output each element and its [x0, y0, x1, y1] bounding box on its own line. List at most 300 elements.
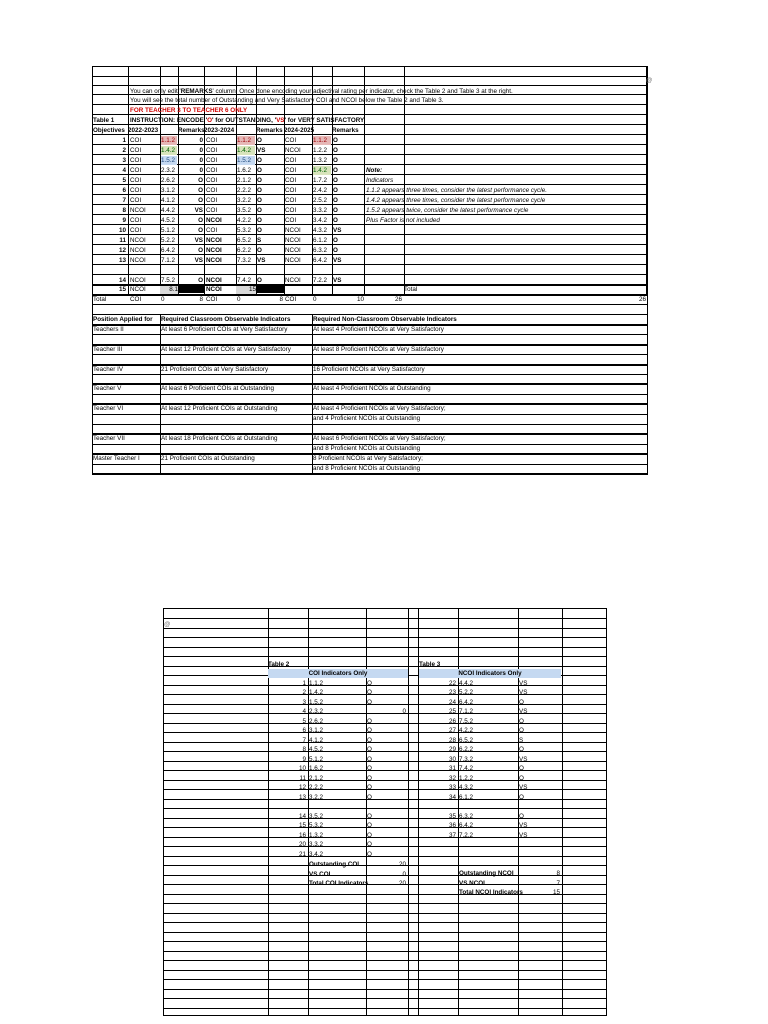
table1-cell: VS	[333, 257, 342, 264]
table2-indicator: 3.4.2	[309, 851, 324, 858]
table1-cell: 4.4.2	[161, 207, 176, 214]
gridline-h	[163, 998, 607, 999]
table2-rating: O	[367, 680, 372, 687]
table2-rating: O	[367, 756, 372, 763]
table1-cell: COI	[206, 207, 218, 214]
table3-index: 26	[448, 718, 456, 725]
table1-cell: VS	[194, 207, 203, 214]
table2-rating: O	[367, 832, 372, 839]
table1-cell: 9	[122, 217, 126, 224]
gridline-h	[92, 274, 648, 275]
table2-index: 1	[302, 680, 306, 687]
table1-cell: O	[257, 177, 262, 184]
note-1: 1.1.2 appears three times, consider the latest performance cycle.	[366, 187, 547, 194]
table3-indicator: 6.3.2	[459, 813, 474, 820]
total-cell: 8	[279, 296, 283, 303]
edit-notice-pre: You can only edit '	[130, 88, 181, 95]
table1-cell: O	[257, 187, 262, 194]
gridline-v	[646, 66, 647, 296]
table1-cell: NCOI	[206, 286, 222, 293]
table3-indicator: 6.5.2	[459, 737, 474, 744]
gridline-h	[163, 666, 607, 667]
table1-cell: 4.1.2	[161, 197, 176, 204]
table1-cell: NCOI	[285, 227, 301, 234]
table3-index: 25	[448, 708, 456, 715]
table1-cell: 3.1.2	[161, 187, 176, 194]
table2-indicator: 5.3.2	[309, 822, 324, 829]
instruction-pre: INSTRUCTION: ENCODE '	[130, 117, 208, 124]
table2-indicator: 3.2.2	[309, 794, 324, 801]
table2-extra	[380, 679, 406, 688]
table1-cell: COI	[285, 177, 297, 184]
table1-cell: 1.4.2	[237, 146, 255, 155]
table1-cell: 7.3.2	[237, 257, 252, 264]
table2-rating: O	[367, 784, 372, 791]
table1-cell: S	[257, 237, 262, 244]
table3-indicator: 6.4.2	[459, 699, 474, 706]
table1-cell: 2.2.2	[237, 187, 252, 194]
table1-cell: 4.3.2	[313, 227, 328, 234]
table2-header: COI Indicators Only	[268, 669, 408, 678]
table1-cell: COI	[130, 157, 142, 164]
table3-rating: O	[519, 813, 524, 820]
table2-extra	[380, 726, 406, 735]
table2-summary-label: Total COI Indicators	[309, 880, 369, 887]
table2-rating: O	[367, 794, 372, 801]
table2-indicator: 3.5.2	[309, 813, 324, 820]
table3-rating: O	[519, 794, 524, 801]
gridline-h	[163, 913, 607, 914]
table1-cell: COI	[130, 197, 142, 204]
table2-extra	[380, 812, 406, 821]
table1-cell: 0	[199, 147, 203, 154]
table1-cell: 0	[199, 167, 203, 174]
table2-index: 4	[302, 708, 306, 715]
table2-rating: O	[367, 689, 372, 696]
table1-cell: 6.4.2	[161, 247, 176, 254]
table1-cell: 3.4.2	[313, 217, 328, 224]
table1-cell: COI	[206, 187, 218, 194]
position-name: Teacher VI	[93, 405, 124, 412]
table2-summary-value: 0	[402, 870, 406, 878]
table3-index: 35	[448, 813, 456, 820]
table1-cell: O	[257, 217, 262, 224]
table1-cell: 3.3.2	[313, 207, 328, 214]
total-cell: COI	[285, 296, 297, 303]
table2-rating: O	[367, 822, 372, 829]
at-mark: @	[646, 77, 653, 84]
table2-index: 14	[298, 813, 306, 820]
table1-cell: NCOI	[130, 257, 146, 264]
gridline-h	[163, 941, 607, 942]
gridline-v	[562, 608, 563, 1016]
table2-summary-value: 20	[398, 880, 406, 887]
gridline-h	[163, 656, 607, 657]
table2-index: 9	[302, 756, 306, 763]
table1-cell: O	[198, 227, 203, 234]
gridline-h	[163, 932, 607, 933]
table2-indicator: 2.3.2	[309, 708, 324, 715]
table2-index: 12	[298, 784, 306, 791]
ncoi-requirement: At least 6 Proficient NCOIs at Very Satisfactory;	[313, 435, 446, 442]
total-cell: 0	[237, 296, 241, 303]
table1-cell: 8.1	[160, 285, 178, 294]
instruction-o: O	[207, 117, 212, 124]
table1-cell: COI	[206, 227, 218, 234]
table3-indicator: 7.3.2	[459, 756, 474, 763]
gridline-h	[92, 394, 648, 395]
table2-rating: O	[367, 765, 372, 772]
table2-extra	[380, 764, 406, 773]
table1-cell: O	[198, 217, 203, 224]
table3-rating: VS	[519, 689, 528, 696]
table1-cell: NCOI	[130, 277, 146, 284]
table1-cell: 15	[118, 286, 126, 293]
table1-cell: 14	[118, 277, 126, 284]
table2-extra	[380, 793, 406, 802]
gridline-h	[163, 637, 607, 638]
table1-cell: 3	[122, 157, 126, 164]
table3-summary-label: Total NCOI Indicators	[459, 889, 523, 896]
pos-border	[92, 324, 648, 326]
table1-cell: 1.5.2	[161, 157, 176, 164]
gridline-h	[92, 334, 648, 335]
table1-cell: 13	[118, 257, 126, 264]
pos-border	[92, 364, 648, 366]
table1-cell: O	[333, 217, 338, 224]
table1-cell: O	[257, 277, 262, 284]
table2-index: 20	[298, 841, 306, 848]
table1-cell: 6.1.2	[313, 237, 328, 244]
table2-index: 7	[302, 737, 306, 744]
table1-cell: 10	[118, 227, 126, 234]
table1-cell: 1.4.2	[313, 166, 331, 175]
table1-cell: O	[333, 207, 338, 214]
table2-indicator: 4.1.2	[309, 737, 324, 744]
table1-cell: NCOI	[206, 237, 222, 244]
instruction	[130, 116, 364, 125]
instruction-vs: VS	[276, 117, 285, 124]
gridline-h	[163, 970, 607, 971]
total-cell: 0	[161, 296, 165, 303]
table3-index: 29	[448, 746, 456, 753]
table2-summary-label: Outstanding COI	[309, 861, 360, 868]
table1-cell: 2.1.2	[237, 177, 252, 184]
table2-index: 8	[302, 746, 306, 753]
table1-cell: COI	[130, 217, 142, 224]
gridline-h	[92, 424, 648, 425]
table1-header-cell: Remarks	[178, 127, 205, 134]
table1-cell: 1.7.2	[313, 177, 328, 184]
ncoi-requirement: At least 4 Proficient NCOIs at Very Satisfactory	[313, 326, 444, 333]
table3-rating: VS	[519, 708, 528, 715]
total-label: Total	[404, 286, 418, 293]
table3-summary-value: 15	[552, 889, 560, 896]
table1-cell: 8	[122, 207, 126, 214]
table3-index: 33	[448, 784, 456, 791]
table3-rating: S	[519, 737, 524, 744]
table1-cell: COI	[130, 137, 142, 144]
table1-cell: VS	[257, 147, 266, 154]
table2-rating: O	[367, 746, 372, 753]
table1-cell: O	[333, 137, 338, 144]
table1-cell: 2	[122, 147, 126, 154]
table3-summary-label: Outstanding NCOI	[459, 870, 514, 877]
table2-index: 6	[302, 727, 306, 734]
table1-cell: COI	[285, 187, 297, 194]
coi-requirement: At least 18 Proficient COIs at Outstanding	[161, 435, 278, 442]
coi-requirement: 21 Proficient COIs at Outstanding	[161, 455, 255, 462]
table3-rating: VS	[519, 822, 528, 829]
table1-cell: COI	[206, 177, 218, 184]
table3-indicator: 5.2.2	[459, 689, 474, 696]
table3-indicator: 7.2.2	[459, 832, 474, 839]
table1-cell: 4.5.2	[161, 217, 176, 224]
table3-index: 37	[448, 832, 456, 839]
ncoi-requirement-2: and 4 Proficient NCOIs at Outstanding	[313, 415, 421, 422]
pos-border	[92, 433, 648, 435]
table2-extra	[380, 774, 406, 783]
pos-border	[92, 453, 648, 455]
position-name: Teacher III	[93, 346, 123, 353]
table3-rating: O	[519, 718, 524, 725]
table1-cell: O	[257, 197, 262, 204]
table2-rating: O	[367, 727, 372, 734]
table2-rating: O	[367, 813, 372, 820]
table3-rating: O	[519, 699, 524, 706]
table1-cell: 6.4.2	[313, 257, 328, 264]
table1-cell: VS	[333, 277, 342, 284]
instruction-mid: ' for OUTSTANDING, '	[211, 117, 277, 124]
table2-extra	[380, 850, 406, 859]
table3-index: 32	[448, 775, 456, 782]
instruction-post: ' for VERY SATISFACTORY	[284, 117, 365, 124]
pos-border	[92, 403, 648, 405]
table2-extra	[380, 783, 406, 792]
table2-index: 3	[302, 699, 306, 706]
ncoi-requirement: 8 Proficient NCOIs at Very Satisfactory;	[313, 455, 423, 462]
note-title: Note:	[366, 167, 383, 174]
table1-cell: NCOI	[206, 277, 222, 284]
table1-cell: O	[198, 197, 203, 204]
table2-indicator: 2.2.2	[309, 784, 324, 791]
gridline-h	[92, 304, 648, 305]
table1-cell: COI	[130, 177, 142, 184]
table1-cell: NCOI	[285, 277, 301, 284]
table2-indicator: 1.6.2	[309, 765, 324, 772]
table3-index: 34	[448, 794, 456, 801]
table1-cell: 6.3.2	[313, 247, 328, 254]
table3-index: 28	[448, 737, 456, 744]
table1-cell: O	[333, 167, 338, 174]
table2-indicator: 1.3.2	[309, 832, 324, 839]
table1-cell: 1.1.2	[237, 136, 255, 145]
table1-cell: 2.5.2	[313, 197, 328, 204]
position-name: Teacher VII	[93, 435, 125, 442]
gridline-h	[92, 474, 648, 475]
pos-header-position: Position Applied for	[93, 316, 153, 323]
gridline-h	[163, 960, 607, 961]
table1-cell: NCOI	[206, 247, 222, 254]
table1-cell: VS	[194, 257, 203, 264]
table3-rating: O	[519, 746, 524, 753]
ncoi-requirement-2: and 8 Proficient NCOIs at Outstanding	[313, 465, 421, 472]
pos-border	[92, 383, 648, 385]
table3-indicator: 1.2.2	[459, 775, 474, 782]
table1-header-cell: Remarks	[256, 127, 283, 134]
table3-indicator: 6.2.2	[459, 746, 474, 753]
filled-cell	[256, 285, 284, 293]
table2-extra	[380, 717, 406, 726]
table3-rating: O	[519, 775, 524, 782]
table1-cell: 5	[122, 177, 126, 184]
table1-cell: COI	[206, 147, 218, 154]
position-name: Teacher V	[93, 385, 122, 392]
table1-cell: COI	[206, 197, 218, 204]
total-border-top	[92, 284, 648, 286]
table1-cell: 0	[199, 137, 203, 144]
gridline-h	[163, 903, 607, 904]
total-cell: 26	[394, 296, 402, 303]
gridline-h	[92, 134, 648, 135]
edit-notice-bold: REMARKS	[180, 88, 213, 95]
totals-notice: You will see the total number of Outstanding and Very Satisfactory COI and NCOI below the Table 2 and Table 3.	[130, 97, 444, 104]
table1-cell: O	[257, 207, 262, 214]
gridline-h	[92, 85, 648, 86]
table2-indicator: 1.1.2	[309, 680, 324, 687]
coi-requirement: 21 Proficient COIs at Very Satisfactory	[161, 366, 269, 373]
table3-indicator: 4.4.2	[459, 680, 474, 687]
table1-header-cell: Objectives	[93, 127, 125, 134]
table1-cell: COI	[130, 147, 142, 154]
table2-rating: O	[367, 841, 372, 848]
table3-indicator: 4.3.2	[459, 784, 474, 791]
table2-extra	[380, 688, 406, 697]
table1-cell: 6.2.2	[237, 247, 252, 254]
gridline-h	[163, 979, 607, 980]
table2-index: 2	[302, 689, 306, 696]
table1-cell: 1.2.2	[313, 147, 328, 154]
table3-label: Table 3	[419, 661, 441, 668]
table1-cell: 1.1.2	[313, 136, 331, 145]
table1-cell: VS	[333, 227, 342, 234]
table3-index: 27	[448, 727, 456, 734]
edit-notice	[130, 87, 513, 96]
table2-indicator: 1.4.2	[309, 689, 324, 696]
table2-rating: O	[367, 775, 372, 782]
table2-extra	[380, 821, 406, 830]
table1-cell: COI	[285, 157, 297, 164]
table2-summary-value: 20	[398, 861, 406, 868]
table3-header: NCOI Indicators Only	[419, 669, 561, 678]
table1-cell: NCOI	[206, 257, 222, 264]
table1-cell: NCOI	[130, 207, 146, 214]
table2-rating: O	[367, 737, 372, 744]
table2-indicator: 2.6.2	[309, 718, 324, 725]
table2-rating: O	[367, 851, 372, 858]
table1-cell: 4	[122, 167, 126, 174]
table1-cell: COI	[130, 187, 142, 194]
table1-cell: 5.3.2	[237, 227, 252, 234]
table2-index: 15	[298, 822, 306, 829]
table1-cell: COI	[206, 167, 218, 174]
table2-extra: 0	[402, 708, 406, 715]
table3-summary-value: 7	[556, 879, 560, 887]
gridline-h	[163, 1008, 607, 1009]
ncoi-requirement: 16 Proficient NCOIs at Very Satisfactory	[313, 366, 425, 373]
table1-cell: 7.4.2	[237, 277, 252, 284]
position-name: Teacher IV	[93, 366, 124, 373]
table1-cell: COI	[285, 167, 297, 174]
gridline-h	[163, 922, 607, 923]
table1-cell: O	[257, 167, 262, 174]
table1-cell: O	[198, 277, 203, 284]
gridline-v	[160, 314, 161, 474]
table1-cell: 4.2.2	[237, 217, 252, 224]
note-3: 1.5.2 appears twice, consider the latest performance cycle	[366, 207, 529, 214]
table2-index: 13	[298, 794, 306, 801]
table2-indicator: 3.1.2	[309, 727, 324, 734]
table1-cell: O	[333, 177, 338, 184]
table1-cell: COI	[130, 227, 142, 234]
table2-index: 5	[302, 718, 306, 725]
table2-index: 21	[298, 851, 306, 858]
table3-indicator: 6.4.2	[459, 822, 474, 829]
table3-indicator: 7.1.2	[459, 708, 474, 715]
table1-cell: 5.2.2	[161, 237, 176, 244]
table2-index: 16	[298, 832, 306, 839]
gridline-h	[163, 628, 607, 629]
table1-header-cell: 2022-2023	[128, 127, 159, 134]
note-4: Plus Factor is not included	[366, 217, 440, 224]
table3-rating: VS	[519, 832, 528, 839]
table2-indicator: 5.1.2	[309, 756, 324, 763]
table3-summary-label: VS NCOI	[459, 879, 485, 887]
table1-cell: 6	[122, 187, 126, 194]
position-name: Master Teacher I	[93, 455, 140, 462]
filled-cell	[178, 285, 204, 293]
table1-cell: 6.5.2	[237, 237, 252, 244]
table1-cell: COI	[285, 207, 297, 214]
table1-cell: 7.2.2	[313, 277, 328, 284]
pos-border	[92, 344, 648, 346]
table3-index: 22	[448, 680, 456, 687]
gridline-v	[128, 66, 129, 296]
table2-rating: O	[367, 718, 372, 725]
table1-cell: 15	[236, 285, 256, 294]
total-right: 26	[638, 296, 646, 303]
table1-cell: O	[257, 137, 262, 144]
table2-summary-label: VS COI	[309, 870, 331, 878]
table1-cell: VS	[257, 257, 266, 264]
table2-extra	[380, 698, 406, 707]
table1-cell: 7.1.2	[161, 257, 176, 264]
gridline-h	[92, 76, 648, 77]
table1-cell: O	[333, 187, 338, 194]
table3-rating: O	[519, 765, 524, 772]
total-cell: Total	[93, 296, 107, 303]
table3-rating: VS	[519, 680, 528, 687]
total-cell: 10	[356, 296, 364, 303]
ncoi-requirement: At least 8 Proficient NCOIs at Very Satisfactory	[313, 346, 444, 353]
table2-indicator: 1.5.2	[309, 699, 324, 706]
teacher-range-note: FOR TEACHER 3 TO TEACHER 6 ONLY	[130, 107, 248, 114]
table2-extra	[380, 745, 406, 754]
gridline-h	[163, 808, 607, 809]
table1-cell: COI	[285, 137, 297, 144]
coi-requirement: At least 6 Proficient COIs at Very Satisfactory	[161, 326, 288, 333]
pos-header-coi: Required Classroom Observable Indicators	[161, 316, 291, 323]
